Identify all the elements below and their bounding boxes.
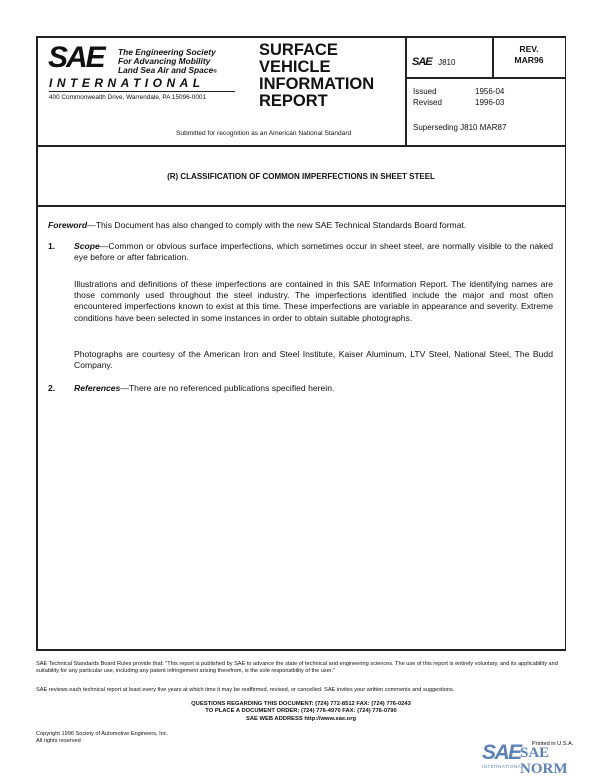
copyright-line-1: Copyright 1996 Society of Automotive Engineers, Inc. xyxy=(36,731,169,737)
header-border-right xyxy=(565,36,567,650)
tagline-line-1: The Engineering Society xyxy=(118,47,216,57)
copyright xyxy=(36,731,168,745)
doc-number: J810 xyxy=(438,58,456,67)
order-line: TO PLACE A DOCUMENT ORDER; (724) 776-4970 FAX: (724) 776-0790 xyxy=(205,708,397,715)
report-type xyxy=(259,42,374,110)
foreword-label: Foreword xyxy=(48,220,88,230)
report-type-line-3: INFORMATION xyxy=(259,75,375,93)
report-type-line-2: VEHICLE xyxy=(259,58,331,76)
revised-label: Revised xyxy=(413,98,442,107)
footer-contacts xyxy=(36,701,566,723)
foreword-text: —This Document has also changed to comply with the new SAE Technical Standards Board format. xyxy=(87,220,467,230)
stamp-subtext: INTERNATIONAL xyxy=(482,764,525,769)
submitted-note: Submitted for recognition as an American National Standard xyxy=(176,130,352,137)
references-label: References xyxy=(74,383,121,393)
tagline-line-2: For Advancing Mobility xyxy=(118,56,211,66)
questions-line: QUESTIONS REGARDING THIS DOCUMENT: (724) 772-8512 FAX: (724) 776-0243 xyxy=(191,701,411,707)
header-border-top xyxy=(36,36,566,38)
report-type-line-4: REPORT xyxy=(259,92,328,110)
international-wordmark: INTERNATIONAL xyxy=(49,76,205,90)
page-border-bottom xyxy=(36,649,566,651)
paragraph-photographs: Photographs are courtesy of the American Iron and Steel Institute, Kaiser Aluminum, LTV Steel, National Steel, The Budd Company. xyxy=(74,349,553,371)
section-2-references xyxy=(74,383,553,394)
rev-label: REV. xyxy=(519,44,539,54)
revised-value: 1996-03 xyxy=(475,98,505,107)
printed-in: Printed in U.S.A. xyxy=(532,741,574,747)
copyright-line-2: All rights reserved xyxy=(36,738,81,744)
title-border-bottom xyxy=(36,205,566,207)
intl-underline xyxy=(49,91,235,92)
scope-label: Scope xyxy=(74,241,100,251)
rev-cell xyxy=(493,44,565,66)
section-2-number: 2. xyxy=(48,383,56,393)
foreword xyxy=(48,220,553,231)
section-1-scope xyxy=(74,241,553,263)
header-border-bottom xyxy=(36,145,566,147)
issued-value: 1956-04 xyxy=(475,87,505,96)
sae-address: 400 Commonwealth Drive, Warrendale, PA 15096-0001 xyxy=(49,94,207,101)
references-text: —There are no referenced publications specified herein. xyxy=(120,383,335,393)
scope-text: —Common or obvious surface imperfections, which sometimes occur in sheet steel, are normally visible to the naked eye before or after fabrication. xyxy=(74,241,553,263)
stamp-sae-logo: SAE xyxy=(482,741,521,764)
sae-norm-stamp xyxy=(482,741,598,777)
paragraph-illustrations: Illustrations and definitions of these imperfections are contained in this SAE Information Report. The identifying names are those commonly used throughout the steel industry. The imperfections identified include the major and most often encountered imperfections known to exist at this time. These imperfections are variable in appearance and severity. Extreme conditions have been selected in some instances in order to obtain suitable photographs. xyxy=(74,279,553,323)
rev-value: MAR96 xyxy=(514,55,544,65)
doc-number-cell xyxy=(412,52,455,70)
sae-logo: SAE xyxy=(48,41,104,74)
header-vdivider xyxy=(405,36,407,146)
header-border-left xyxy=(36,36,38,650)
document-title: (R) CLASSIFICATION OF COMMON IMPERFECTIONS IN SHEET STEEL xyxy=(167,172,435,181)
review-note: SAE reviews each technical report at least every five years at which time it may be reaffirmed, revised, or cancelled. SAE invites your written comments and suggestions. xyxy=(36,687,455,693)
tagline-line-3: Land Sea Air and Space® xyxy=(118,65,217,75)
tsb-rules-note: SAE Technical Standards Board Rules provide that: "This report is published by SAE to advance the state of technical and engineering sciences. The use of this report is entirely voluntary, and its applicability and suitability for any particular use, including any patent infringement arising therefrom, is the sole responsibility of the user." xyxy=(36,661,558,674)
issued-label: Issued xyxy=(413,87,437,96)
doc-sae-logo: SAE xyxy=(412,56,432,68)
logo-tagline xyxy=(118,48,217,77)
docnum-hdivider xyxy=(405,77,566,79)
web-address[interactable]: SAE WEB ADDRESS http://www.sae.org xyxy=(245,715,357,722)
section-1-number: 1. xyxy=(48,241,56,251)
stamp-text: SAE NORM xyxy=(520,745,568,777)
report-type-line-1: SURFACE xyxy=(259,41,338,59)
superseding: Superseding J810 MAR87 xyxy=(413,123,507,132)
